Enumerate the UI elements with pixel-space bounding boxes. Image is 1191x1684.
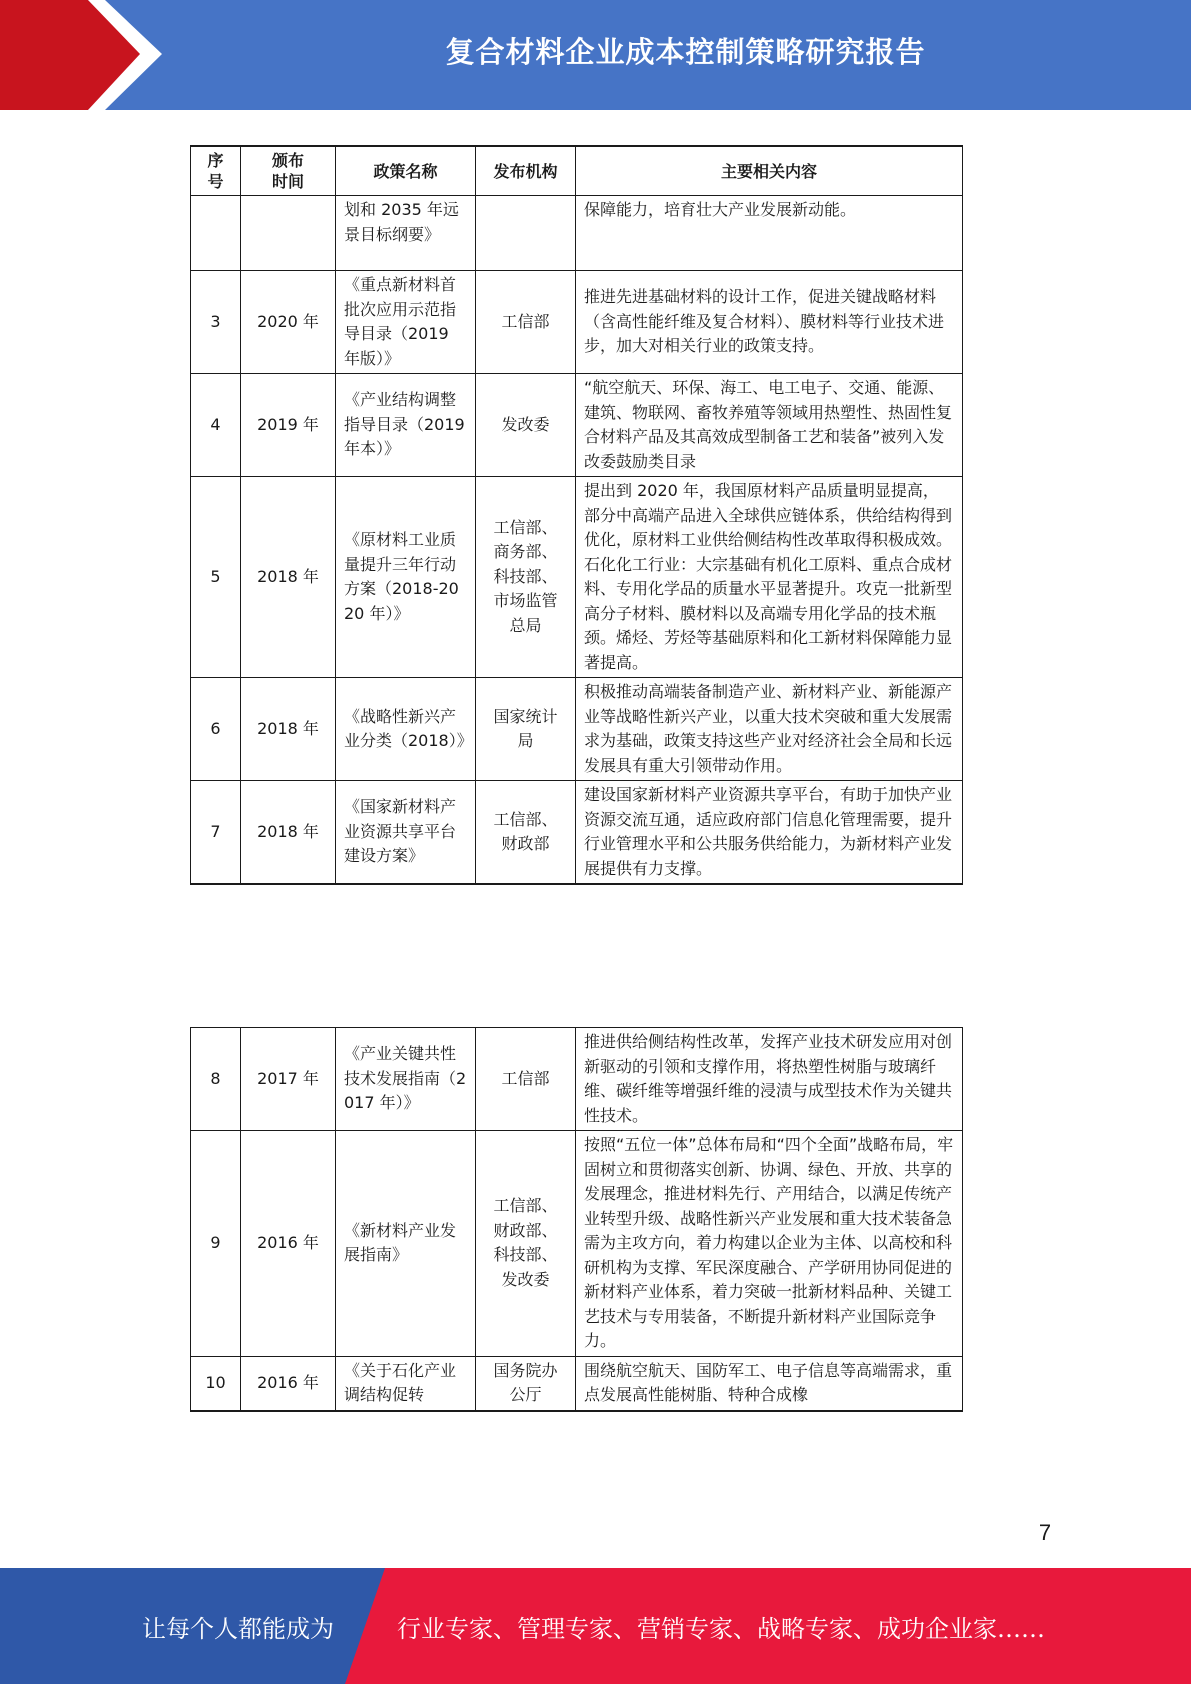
cell-policy-name: 《产业关键共性技术发展指南（2017 年）》 [336,1028,476,1131]
header-cell-content: 主要相关内容 [576,146,963,196]
footer-slogan-right: 行业专家、管理专家、营销专家、战略专家、成功企业家…… [397,1614,1045,1643]
table-row [191,1131,963,1357]
cell-org: 工信部、商务部、科技部、市场监管总局 [476,477,576,678]
cell-year: 2016 年 [241,1131,336,1357]
cell-policy-name: 《关于石化产业调结构促转 [336,1356,476,1411]
table-row [191,271,963,374]
table-row [191,1356,963,1411]
cell-policy-name: 《原材料工业质量提升三年行动方案（2018-2020 年）》 [336,477,476,678]
cell-content: “航空航天、环保、海工、电工电子、交通、能源、建筑、物联网、畜牧养殖等领域用热塑性、热固性复合材料产品及其高效成型制备工艺和装备”被列入发改委鼓励类目录 [576,374,963,477]
cell-content: 围绕航空航天、国防军工、电子信息等高端需求，重点发展高性能树脂、特种合成橡 [576,1356,963,1411]
cell-no: 7 [191,781,241,885]
cell-no [191,196,241,271]
page-header-banner [0,0,1191,110]
cell-no: 4 [191,374,241,477]
cell-org [476,196,576,271]
page-number: 7 [1038,1520,1052,1545]
cell-content: 积极推动高端装备制造产业、新材料产业、新能源产业等战略性新兴产业，以重大技术突破和重大发展需求为基础，政策支持这些产业对经济社会全局和长远发展具有重大引领带动作用。 [576,678,963,781]
table-row [191,374,963,477]
cell-policy-name: 划和 2035 年远景目标纲要》 [336,196,476,271]
cell-year [241,196,336,271]
cell-org: 工信部、财政部 [476,781,576,885]
header-cell-name: 政策名称 [336,146,476,196]
cell-year: 2017 年 [241,1028,336,1131]
cell-org: 工信部 [476,1028,576,1131]
page-footer-banner [0,1568,1191,1684]
cell-no: 5 [191,477,241,678]
cell-policy-name: 《国家新材料产业资源共享平台建设方案》 [336,781,476,885]
header-cell-no: 序 号 [191,146,241,196]
header-cell-time: 颁布 时间 [241,146,336,196]
cell-year: 2020 年 [241,271,336,374]
cell-no: 8 [191,1028,241,1131]
cell-policy-name: 《重点新材料首批次应用示范指导目录（2019 年版）》 [336,271,476,374]
cell-content: 建设国家新材料产业资源共享平台，有助于加快产业资源交流互通，适应政府部门信息化管理需要，提升行业管理水平和公共服务供给能力，为新材料产业发展提供有力支撑。 [576,781,963,885]
cell-content: 按照“五位一体”总体布局和“四个全面”战略布局，牢固树立和贯彻落实创新、协调、绿色、开放、共享的发展理念，推进材料先行、产用结合，以满足传统产业转型升级、战略性新兴产业发展和重大技术装备急需为主攻方向，着力构建以企业为主体、以高校和科研机构为支撑、军民深度融合、产学研用协同促进的新材料产业体系，着力突破一批新材料品种、关键工艺技术与专用装备，不断提升新材料产业国际竞争力。 [576,1131,963,1357]
policy-table-part-1 [190,145,963,885]
table-header-row [191,146,963,196]
policy-table-part-2 [190,1027,963,1412]
cell-no: 6 [191,678,241,781]
table-row-continued [191,196,963,271]
table-row [191,477,963,678]
cell-content: 提出到 2020 年，我国原材料产品质量明显提高，部分中高端产品进入全球供应链体系，供给结构得到优化，原材料工业供给侧结构性改革取得积极成效。石化化工行业：大宗基础有机化工原料、重点合成材料、专用化学品的质量水平显著提升。攻克一批新型高分子材料、膜材料以及高端专用化学品的技术瓶颈。烯烃、芳烃等基础原料和化工新材料保障能力显著提高。 [576,477,963,678]
cell-org: 工信部 [476,271,576,374]
table-row [191,1028,963,1131]
footer-slogan-left: 让每个人都能成为 [142,1614,334,1643]
cell-year: 2018 年 [241,781,336,885]
cell-content: 推进供给侧结构性改革，发挥产业技术研发应用对创新驱动的引领和支撑作用，将热塑性树脂与玻璃纤维、碳纤维等增强纤维的浸渍与成型技术作为关键共性技术。 [576,1028,963,1131]
table-row [191,781,963,885]
cell-policy-name: 《新材料产业发展指南》 [336,1131,476,1357]
cell-org: 国家统计局 [476,678,576,781]
cell-org: 工信部、财政部、科技部、发改委 [476,1131,576,1357]
cell-no: 10 [191,1356,241,1411]
cell-org: 国务院办公厅 [476,1356,576,1411]
table-row [191,678,963,781]
report-title: 复合材料企业成本控制策略研究报告 [445,34,926,69]
header-cell-org: 发布机构 [476,146,576,196]
cell-year: 2019 年 [241,374,336,477]
cell-policy-name: 《产业结构调整指导目录（2019 年本）》 [336,374,476,477]
cell-no: 9 [191,1131,241,1357]
cell-no: 3 [191,271,241,374]
cell-year: 2018 年 [241,678,336,781]
cell-policy-name: 《战略性新兴产业分类（2018）》 [336,678,476,781]
cell-content: 推进先进基础材料的设计工作，促进关键战略材料（含高性能纤维及复合材料）、膜材料等行业技术进步，加大对相关行业的政策支持。 [576,271,963,374]
cell-year: 2016 年 [241,1356,336,1411]
cell-year: 2018 年 [241,477,336,678]
cell-content: 保障能力，培育壮大产业发展新动能。 [576,196,963,271]
cell-org: 发改委 [476,374,576,477]
